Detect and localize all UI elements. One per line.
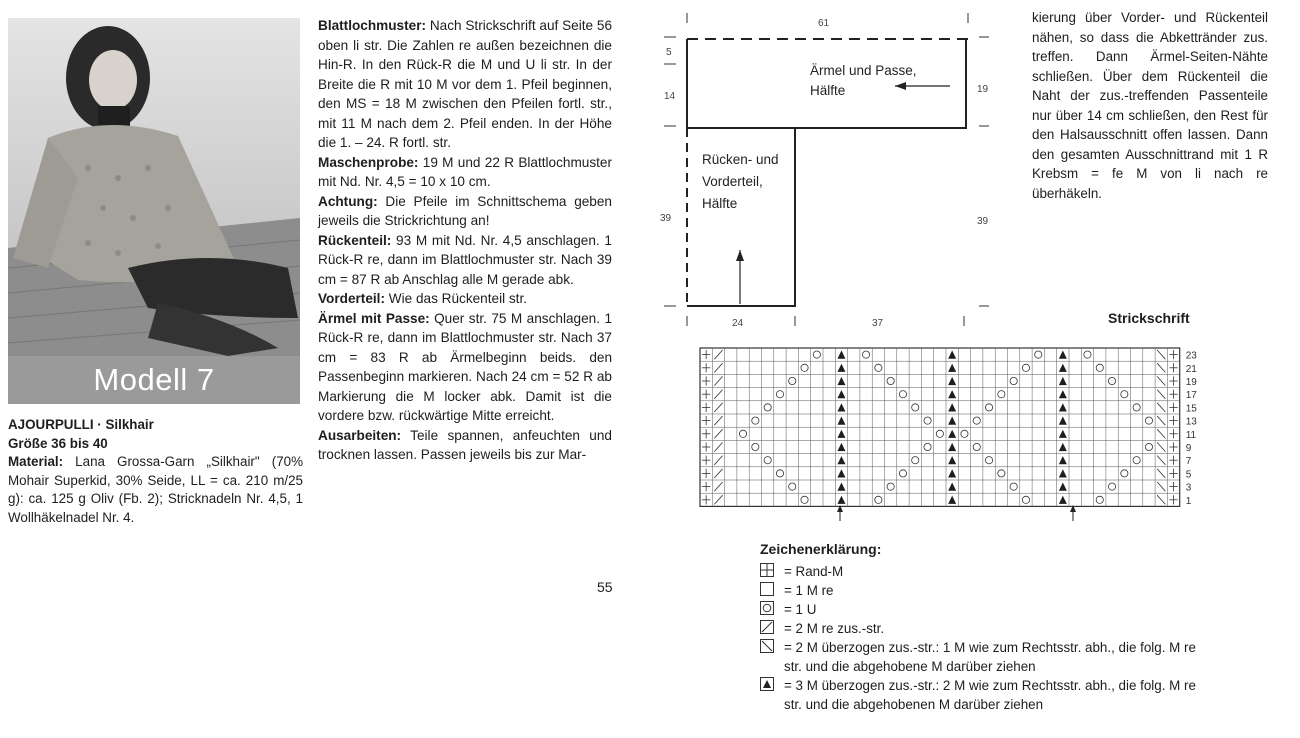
chart-row-number: 13 [1185, 416, 1197, 428]
sleeve-arrow-head [895, 82, 906, 90]
page-number: 55 [597, 579, 613, 595]
body-arrow-head [736, 250, 744, 261]
chart-row-number: 7 [1185, 456, 1192, 468]
legend-text: = 1 U [784, 602, 817, 617]
instructions-column [318, 16, 612, 465]
chart-title: Strickschrift [1108, 310, 1190, 326]
paragraph-blattlochmuster [318, 16, 612, 153]
legend-text: = 2 M re zus.-str. [784, 621, 885, 636]
paragraph-label: Achtung: [318, 193, 378, 209]
legend-item [760, 581, 1200, 600]
photo-image [8, 18, 300, 356]
finishing-continued-text: kierung über Vorder- und Rückenteil nähen, so dass die Abkettränder zus. treffen. Dann Ärmel-Seiten-Nähte schließen. Über dem Rückenteil die Naht der zus.-treffenden Passenteile nur über 14 cm schließen, den Rest für den Halsausschnitt offen lassen. Dann den gesamten Ausschnittrand mit 1 R Krebsm = fe M von li nach re überhäkeln. [1032, 10, 1268, 201]
ssk-icon [760, 639, 778, 655]
paragraph-text: 19 M und 22 R Blattlochmuster mit Nd. Nr. 4,5 = 10 x 10 cm. [318, 154, 612, 189]
legend-text: = 3 M überzogen zus.-str.: 2 M wie zum Rechtsstr. abh., die folg. M re str. und die abgehobenen M darüber ziehen [784, 678, 1196, 712]
pattern-title: AJOURPULLI · Silkhair [8, 417, 154, 432]
chart-row-number: 5 [1185, 469, 1192, 481]
chart-row-number: 1 [1185, 495, 1192, 507]
paragraph-text: Quer str. 75 M anschlagen. 1 Rück-R re, dann im Blattlochmuster str. Nach 37 cm = 83 R ab Ärmelbeginn beids. den Passenbeginn markieren. Nach 24 cm = 52 R ab Markierung die M locker abk. Damit ist die vordere bzw. rückwärtige Mitte erreicht. [318, 310, 613, 423]
left-column [8, 416, 303, 528]
dim-sleeve-width: 37 [872, 318, 884, 329]
dim-top-width: 61 [818, 18, 830, 29]
chart-row-number: 9 [1185, 443, 1192, 454]
repeat-arrows [837, 505, 1076, 521]
paragraph-text: Nach Strickschrift auf Seite 56 oben li str. Die Zahlen re außen bezeichnen die Hin-R. In den Rück-R die M und U li str. In der Breite die R mit 10 M vor dem 1. Pfeil beginnen, den MS = 18 M zwischen den Pfeilen fortl. str., mit 11 M nach dem 2. Pfeil enden. In der Höhe die 1. – 24. R fortl. str. [318, 18, 612, 150]
paragraph-ausarbeiten [318, 426, 612, 465]
knit-stitch-icon [760, 582, 778, 598]
dim-body-right: 39 [977, 216, 989, 227]
chart-row-numbers [1186, 351, 1198, 507]
chart-row-number: 23 [1185, 350, 1197, 362]
paragraph-text: Die Pfeile im Schnittschema geben jeweils die Strickrichtung an! [318, 193, 612, 228]
paragraph-text: 93 M mit Nd. Nr. 4,5 anschlagen. 1 Rück-R re, dann im Blattlochmuster str. Nach 39 cm = 87 R ab Anschlag alle M gerade abk. [318, 232, 612, 287]
material-paragraph [8, 453, 303, 527]
yarn-over-icon [760, 601, 778, 617]
chart-row-number: 21 [1185, 363, 1197, 375]
dim-body-left: 39 [660, 213, 672, 224]
chart-grid [700, 348, 1180, 506]
model-label: Modell 7 [8, 356, 300, 404]
legend-item [760, 562, 1200, 581]
paragraph-label: Ärmel mit Passe: [318, 310, 430, 326]
legend-item [760, 619, 1200, 638]
paragraph-label: Ausarbeiten: [318, 427, 402, 443]
paragraph-label: Rückenteil: [318, 232, 392, 248]
material-text: Lana Grossa-Garn „Silkhair" (70% Mohair Superkid, 30% Seide, LL = ca. 210 m/25 g): ca. 125 g Oliv (Fb. 2); Stricknadeln Nr. 4,5, 1 Wollhäkelnadel Nr. 4. [8, 454, 303, 525]
paragraph-label: Maschenprobe: [318, 154, 419, 170]
legend-text: = 1 M re [784, 583, 834, 598]
sleeve-label-line1: Ärmel und Passe, [810, 63, 917, 78]
body-label-line3: Hälfte [702, 196, 738, 211]
legend-item [760, 600, 1200, 619]
legend-heading: Zeichenerklärung: [760, 541, 882, 557]
sleeve-label-line2: Hälfte [810, 83, 846, 98]
dim-sleeve-right: 19 [977, 84, 989, 95]
chart-row-number: 17 [1185, 390, 1197, 402]
paragraph-text: Teile spannen, anfeuchten und trocknen lassen. Passen jeweils bis zur Mar- [318, 427, 612, 462]
legend [760, 540, 1200, 714]
material-label: Material: [8, 454, 64, 470]
knitting-chart [690, 343, 1230, 525]
paragraph-text: Wie das Rückenteil str. [384, 291, 528, 306]
legend-item [760, 676, 1200, 714]
legend-text: = 2 M überzogen zus.-str.: 1 M wie zum Rechtsstr. abh., die folg. M re str. und die abgehobene M darüber ziehen [784, 640, 1196, 674]
paragraph-label: Blattlochmuster: [318, 18, 427, 33]
k2tog-icon [760, 620, 778, 636]
legend-item [760, 638, 1200, 676]
dimension-ticks [664, 13, 989, 326]
dim-top-left: 5 [666, 47, 672, 58]
chart-row-number: 3 [1185, 482, 1192, 494]
paragraph-label: Vorderteil: [318, 291, 385, 306]
body-label-line1: Rücken- und [702, 152, 779, 167]
double-decrease-icon [760, 677, 778, 693]
paragraph-rueckenteil [318, 231, 612, 290]
chart-row-number: 11 [1185, 429, 1197, 441]
dim-body-width: 24 [732, 318, 744, 329]
chart-row-number: 15 [1185, 403, 1197, 415]
legend-text: = Rand-M [784, 564, 844, 579]
edge-stitch-icon [760, 563, 778, 579]
paragraph-achtung [318, 192, 612, 231]
chart-row-number: 19 [1185, 377, 1197, 388]
dim-passe-height: 14 [664, 91, 676, 102]
paragraph-maschenprobe [318, 153, 612, 192]
paragraph-aermel [318, 309, 612, 426]
model-photo [8, 18, 300, 404]
body-label-line2: Vorderteil, [702, 174, 763, 189]
size-range: Größe 36 bis 40 [8, 435, 108, 451]
paragraph-vorderteil [318, 289, 612, 309]
schematic-diagram [650, 8, 995, 333]
